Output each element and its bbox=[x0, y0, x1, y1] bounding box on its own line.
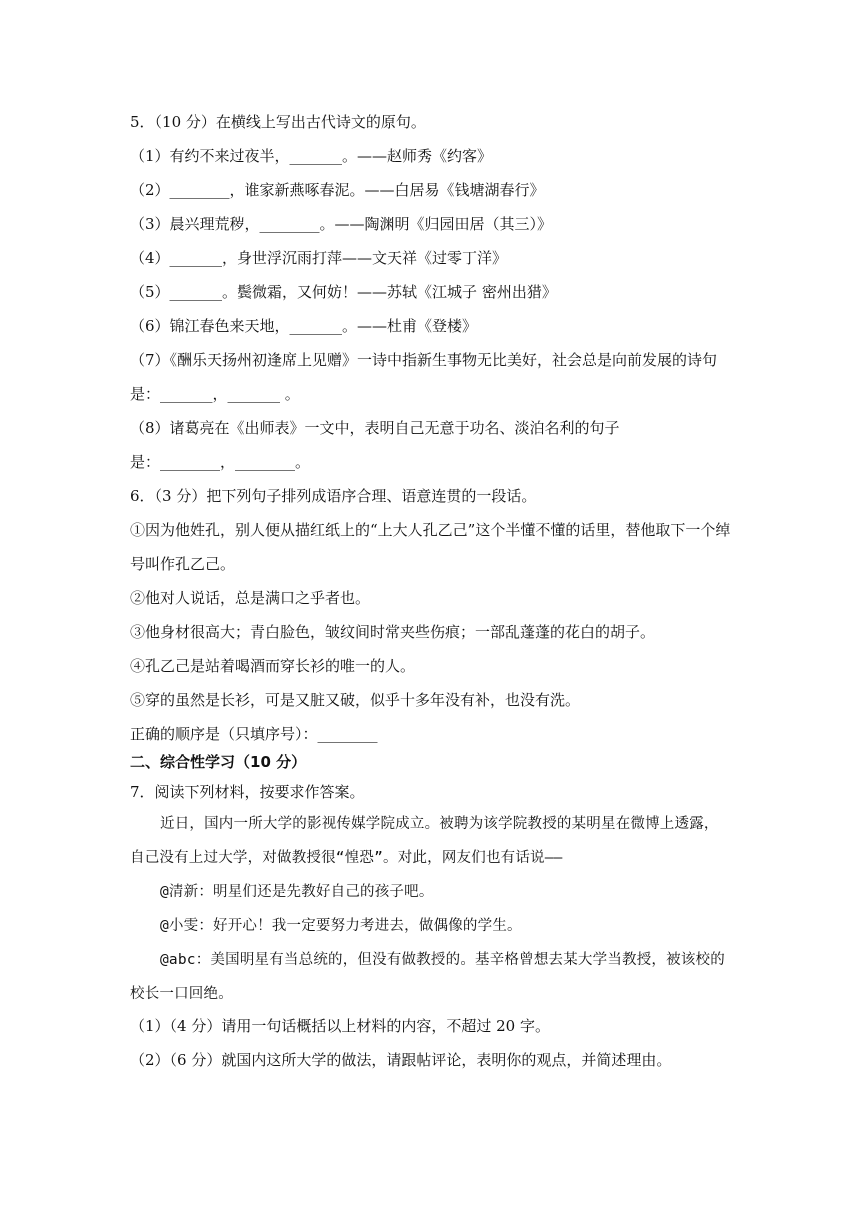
q6-sentence-1: ①因为他姓孔，别人便从描红纸上的“上大人孔乙己”这个半懂不懂的话里，替他取下一个绰 bbox=[130, 521, 731, 539]
q6-title: 6．（3 分）把下列句子排列成语序合理、语意连贯的一段话。 bbox=[130, 487, 537, 505]
q6-sentence-5: ⑤穿的虽然是长衫，可是又脏又破，似乎十多年没有补，也没有洗。 bbox=[130, 691, 581, 709]
q7-subquestion-2: （2）（6 分）就国内这所大学的做法，请跟帖评论，表明你的观点，并简述理由。 bbox=[130, 1051, 672, 1069]
q6-sentence-1-cont: 号叫作孔乙己。 bbox=[130, 555, 236, 573]
q7-material-line-1: 近日，国内一所大学的影视传媒学院成立。被聘为该学院教授的某明星在微博上透露， bbox=[160, 816, 719, 832]
q5-item-1: （1）有约不来过夜半，_______。——赵师秀《约客》 bbox=[130, 147, 493, 165]
q5-title: 5．（10 分）在横线上写出古代诗文的原句。 bbox=[130, 113, 426, 131]
q7-comment-qingxin: @清新：明星们还是先教好自己的孩子吧。 bbox=[160, 884, 434, 900]
q7-subquestion-1: （1）（4 分）请用一句话概括以上材料的内容，不超过 20 字。 bbox=[130, 1017, 550, 1035]
q7-comment-abc: @abc：美国明星有当总统的，但没有做教授的。基辛格曾想去某大学当教授，被该校的 bbox=[160, 952, 725, 968]
q5-item-4: （4）_______，身世浮沉雨打萍——文天祥《过零丁洋》 bbox=[130, 249, 508, 267]
q6-answer-line: 正确的顺序是（只填序号）：________ bbox=[130, 725, 378, 743]
q7-title: 7．阅读下列材料，按要求作答案。 bbox=[130, 783, 365, 801]
q5-item-6: （6）锦江春色来天地，_______。——杜甫《登楼》 bbox=[130, 317, 478, 335]
q5-item-3: （3）晨兴理荒秽，________。——陶渊明《归园田居（其三）》 bbox=[130, 215, 553, 233]
section-2-heading: 二、综合性学习（10 分） bbox=[130, 753, 307, 771]
q6-sentence-3: ③他身材很高大；青白脸色，皱纹间时常夹些伤痕；一部乱蓬蓬的花白的胡子。 bbox=[130, 623, 656, 641]
q6-sentence-4: ④孔乙己是站着喝酒而穿长衫的唯一的人。 bbox=[130, 657, 416, 675]
q7-material-line-2: 自己没有上过大学，对做教授很“惶恐”。对此，网友们也有话说—— bbox=[130, 850, 563, 866]
q7-comment-xiaowen: @小雯：好开心！我一定要努力考进去，做偶像的学生。 bbox=[160, 918, 522, 934]
q5-item-2: （2）________，谁家新燕啄春泥。——白居易《钱塘湖春行》 bbox=[130, 181, 545, 199]
q5-item-8: （8）诸葛亮在《出师表》一文中，表明自己无意于功名、淡泊名利的句子 bbox=[130, 419, 620, 437]
q5-item-7-cont: 是：_______，_______ 。 bbox=[130, 385, 300, 403]
q5-item-8-cont: 是：________，________。 bbox=[130, 453, 311, 471]
q6-sentence-2: ②他对人说话，总是满口之乎者也。 bbox=[130, 589, 371, 607]
q5-item-7: （7）《酬乐天扬州初逢席上见赠》一诗中指新生事物无比美好，社会总是向前发展的诗句 bbox=[130, 351, 718, 369]
q7-comment-abc-cont: 校长一口回绝。 bbox=[130, 986, 233, 1002]
q5-item-5: （5）_______。鬓微霜，又何妨！——苏轼《江城子 密州出猎》 bbox=[130, 283, 557, 301]
